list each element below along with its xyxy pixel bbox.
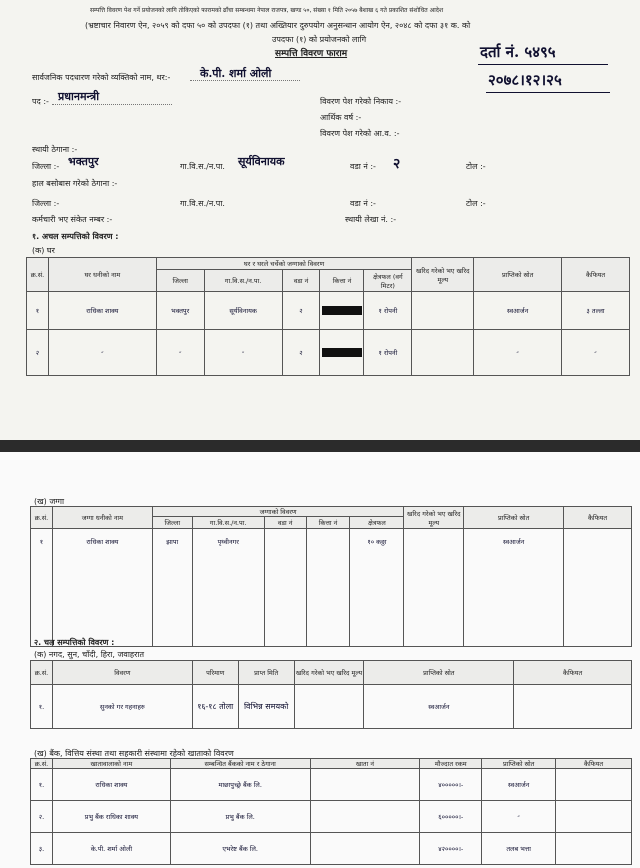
permanent-account-label: स्थायी लेखा नं. :- [345,215,397,224]
header-price: खरिद गरेको भए खरिद मूल्य [404,507,464,529]
cell-remark: ३ तल्ला [562,292,630,330]
header-vdc: गा.वि.स./न.पा. [192,517,264,529]
table-row [31,529,632,647]
header-source: प्राप्तिको स्रोत [474,258,562,292]
header-group: घर र घरले चर्चेको जग्गाको विवरण [156,258,412,270]
current-address-label: हाल बसोबास गरेको ठेगाना :- [32,179,118,188]
top-note: सम्पत्ति विवरण पेश गर्ने प्रयोजनको लागि तोकिएको फारामको ढाँचा सम्बन्धमा नेपाल राजपत्र, खण्ड ५०, संख्या १ मिति २०५७ बैशाख ६ गते प्रकाशित संशोधित आदेश [90,7,444,14]
cell-bank: माछापुच्छ्रे बैंक लि. [170,769,310,801]
header-holder: खातावालाको नाम [52,759,170,769]
header-remark: कैफियत [564,507,632,529]
cell-sn: १ [27,292,49,330]
cell-remark: ״ [562,330,630,376]
header-description: विवरण [52,661,192,685]
header-vdc: गा.वि.स./न.पा. [204,270,282,292]
post-line [52,104,172,105]
header-price: खरिद गरेको भए खरिद मूल्य [294,661,364,685]
district-2-label: जिल्ला :- [32,199,60,208]
section-land-heading: (ख) जग्गा [34,497,65,506]
header-ward: वडा नं [264,517,306,529]
header-remark: कैफियत [562,258,630,292]
section-2b-heading: (ख) बैंक, वित्तिय संस्था तथा सहकारी संस्थामा रहेको खाताको विवरण [34,749,234,758]
cell-account [310,833,420,865]
cell-amount: ४०००००।- [420,769,482,801]
ward-2-label: वडा नं :- [350,199,376,208]
redaction-mark [322,306,362,315]
section-2a-heading: (क) नगद, सुन, चाँदी, हिरा, जवाहरात [34,650,145,659]
header-kitta: कित्ता नं [306,517,350,529]
cell-area: १ रोपनी [364,292,412,330]
header-sn: क्र.सं. [31,661,53,685]
cell-sn: १. [31,685,53,729]
cell-kitta [320,330,364,376]
form-title: सम्पत्ति विवरण फाराम [275,49,348,59]
table-row [31,833,632,865]
cell-source: स्वआर्जन [482,769,556,801]
header-district: जिल्ला [156,270,204,292]
cell-price [294,685,364,729]
cell-sn: २ [27,330,49,376]
cell-area: १ रोपनी [364,330,412,376]
permanent-address-label: स्थायी ठेगाना :- [32,145,78,154]
header-bank: सम्बन्धित बैंकको नाम र ठेगाना [170,759,310,769]
cell-vdc: सूर्यविनायक [204,292,282,330]
cell-sn: १. [31,769,53,801]
table-row [27,292,630,330]
cell-price [412,292,474,330]
header-account: खाता नं [310,759,420,769]
cell-ward: २ [282,292,320,330]
cell-area: १० कठ्ठा [350,529,404,647]
cell-quantity: १६-१८ तोला [192,685,238,729]
cell-holder: प्रभु बैंक राधिका शाक्य [52,801,170,833]
cell-source: तलब भत्ता [482,833,556,865]
name-line [190,80,300,81]
cell-account [310,769,420,801]
cell-source: ״ [474,330,562,376]
header-remark: कैफियत [556,759,632,769]
stamp-date-underline [486,92,610,93]
section-2-heading: २. चल सम्पत्तिको विवरण : [34,638,115,647]
cell-sn: १ [31,529,53,647]
header-district: जिल्ला [152,517,192,529]
fy-label: विवरण पेश गरेको आ.व. :- [320,129,400,138]
cell-bank: प्रभु बैंक लि. [170,801,310,833]
house-table [26,257,630,376]
redaction-mark [322,348,362,357]
cell-remark [556,769,632,801]
cell-price [404,529,464,647]
header-remark: कैफियत [514,661,632,685]
subheading-2: उपदफा (१) को प्रयोजनको लागि [272,35,367,44]
cell-ward: २ [282,330,320,376]
header-kitta: कित्ता नं [320,270,364,292]
section-1-heading: १. अचल सम्पत्तिको विवरण : [32,232,119,241]
cell-amount: ४२००००।- [420,833,482,865]
cell-kitta [320,292,364,330]
ward-label: वडा नं :- [350,162,376,171]
post-value: प्रधानमन्त्री [58,90,100,103]
header-sn: क्र.सं. [31,759,53,769]
cell-ward [264,529,306,647]
cell-source: स्वआर्जन [464,529,564,647]
name-value: के.पी. शर्मा ओली [200,67,272,80]
header-price: खरिद गरेको भए खरिद मूल्य [412,258,474,292]
bank-table [30,758,632,865]
cell-vdc: पृथ्वीनगर [192,529,264,647]
cell-vdc: ״ [204,330,282,376]
cell-date: विभिन्न समयको [238,685,294,729]
header-date: प्राप्त मिति [238,661,294,685]
valuables-table [30,660,632,729]
header-sn: क्र.सं. [27,258,49,292]
cell-account [310,801,420,833]
form-page-2 [0,452,640,868]
registration-number: दर्ता नं. ५४९५ [480,43,556,61]
cell-sn: २. [31,801,53,833]
cell-remark [514,685,632,729]
subheading: (भ्रष्टाचार निवारण ऐन, २०५९ को दफा ५० को उपदफा (१) तथा अख्तियार दुरुपयोग अनुसन्धान आयोग ऐन, २०४८ को दफा ३१ क. को [85,21,471,30]
office-label: विवरण पेश गरेको निकाय :- [320,97,402,106]
header-ward: वडा नं [282,270,320,292]
table-row [31,769,632,801]
cell-amount: ६०००००।- [420,801,482,833]
cell-district: झापा [152,529,192,647]
registration-date: २०७८।१२।२५ [488,71,562,89]
vdc-label: गा.वि.स./न.पा. [180,162,225,171]
stamp-underline [478,64,608,65]
district-value: भक्तपुर [68,155,99,168]
cell-sn: ३. [31,833,53,865]
cell-district: ״ [156,330,204,376]
cell-owner: राधिका शाक्य [48,292,156,330]
land-table [30,506,632,647]
post-label: पद :- [32,97,49,106]
header-source: प्राप्तिको स्रोत [364,661,514,685]
table-row [31,685,632,729]
header-owner: घर धनीको नाम [48,258,156,292]
header-owner: जग्गा धनीको नाम [52,507,152,529]
cell-owner: ״ [48,330,156,376]
vdc-value: सूर्यविनायक [238,155,285,168]
cell-kitta [306,529,350,647]
header-group: जग्गाको विवरण [152,507,404,517]
year-label: आर्थिक वर्ष :- [320,113,362,122]
header-area: क्षेत्रफल [350,517,404,529]
cell-source: ״ [482,801,556,833]
table-row [31,801,632,833]
header-quantity: परिमाण [192,661,238,685]
cell-source: स्वआर्जन [474,292,562,330]
ward-value: २ [393,156,401,172]
header-source: प्राप्तिको स्रोत [482,759,556,769]
page-gap [0,440,640,452]
cell-remark [556,833,632,865]
cell-holder: के.पी. शर्मा ओली [52,833,170,865]
section-1a-heading: (क) घर [32,246,55,255]
header-amount: मौज्दात रकम [420,759,482,769]
header-sn: क्र.सं. [31,507,53,529]
cell-district: भक्तपुर [156,292,204,330]
cell-bank: एभरेष्ट बैंक लि. [170,833,310,865]
district-label: जिल्ला :- [32,162,60,171]
header-source: प्राप्तिको स्रोत [464,507,564,529]
name-label: सार्वजनिक पदधारण गरेको व्यक्तिको नाम, थर:- [32,73,171,82]
cell-remark [564,529,632,647]
cell-source: स्वआर्जन [364,685,514,729]
employee-code-label: कर्मचारी भए संकेत नम्बर :- [32,215,113,224]
cell-description: सुनको गर गहनाहरु [52,685,192,729]
tole-2-label: टोल :- [466,199,486,208]
tole-label: टोल :- [466,162,486,171]
header-area: क्षेत्रफल (वर्ग मिटर) [364,270,412,292]
cell-owner: राधिका शाक्य [52,529,152,647]
cell-price [412,330,474,376]
vdc-2-label: गा.वि.स./न.पा. [180,199,225,208]
table-row [27,330,630,376]
cell-holder: राधिका शाक्य [52,769,170,801]
cell-remark [556,801,632,833]
